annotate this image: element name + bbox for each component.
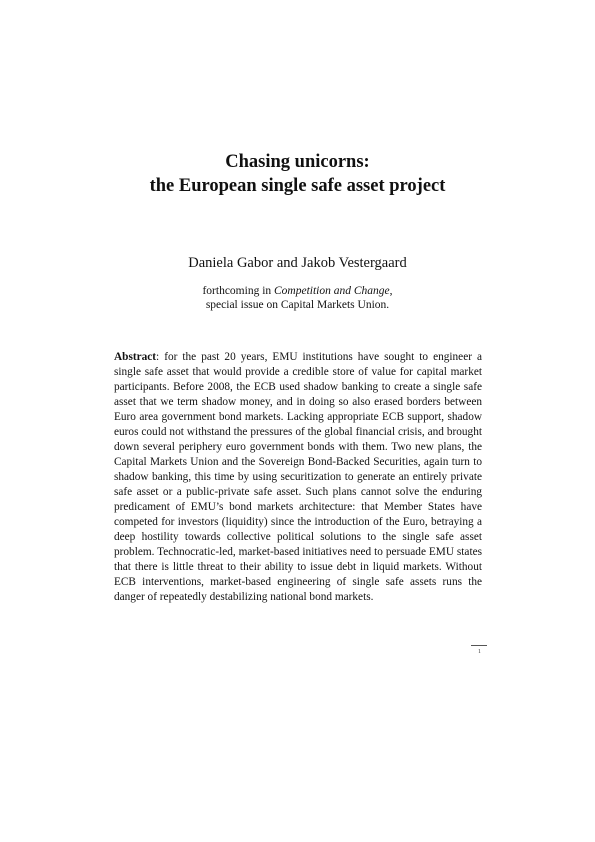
title-line-2: the European single safe asset project [149, 176, 446, 196]
paper-title [0, 150, 595, 198]
publication-note [0, 284, 595, 312]
footnote-rule [471, 645, 487, 646]
page-number: 1 [478, 649, 481, 655]
abstract-text: : for the past 20 years, EMU institutions have sought to engineer a single safe asset that would provide a credible store of value for capital market participants. Before 2008, the ECB used shadow banking to create a single safe asset that we term shadow money, and in doing so also erased borders between Euro area government bond markets. Lacking appropriate ECB support, shadow euros could not withstand the pressures of the global financial crisis, and brought down several periphery euro government bonds with them. Two new plans, the Capital Markets Union and the Sovereign Bond-Backed Securities, again turn to shadow banking, this time by using securitization to generate an entirely private safe asset or a public-private safe asset. Such plans cannot solve the enduring predicament of EMU’s bond markets architecture: that Member States have competed for investors (liquidity) since the introduction of the Euro, betraying a deep hostility towards collective political solutions to the single safe asset problem. Technocratic-led, market-based initiatives need to persuade EMU states that there is little threat to their ability to issue debt in liquid markets. Without ECB interventions, market-based engineering of single safe assets runs the danger of repeatedly destabilizing national bond markets. [114, 351, 482, 603]
publication-line-2: special issue on Capital Markets Union. [205, 299, 390, 311]
title-line-1: Chasing unicorns: [225, 152, 370, 172]
publication-prefix: forthcoming in [202, 285, 275, 297]
publication-line-1 [0, 284, 595, 298]
abstract-label: Abstract [114, 351, 157, 363]
publication-suffix: , [389, 285, 393, 297]
authors: Daniela Gabor and Jakob Vestergaard [188, 255, 407, 271]
journal-name: Competition and Change [274, 285, 390, 297]
abstract [114, 350, 482, 605]
